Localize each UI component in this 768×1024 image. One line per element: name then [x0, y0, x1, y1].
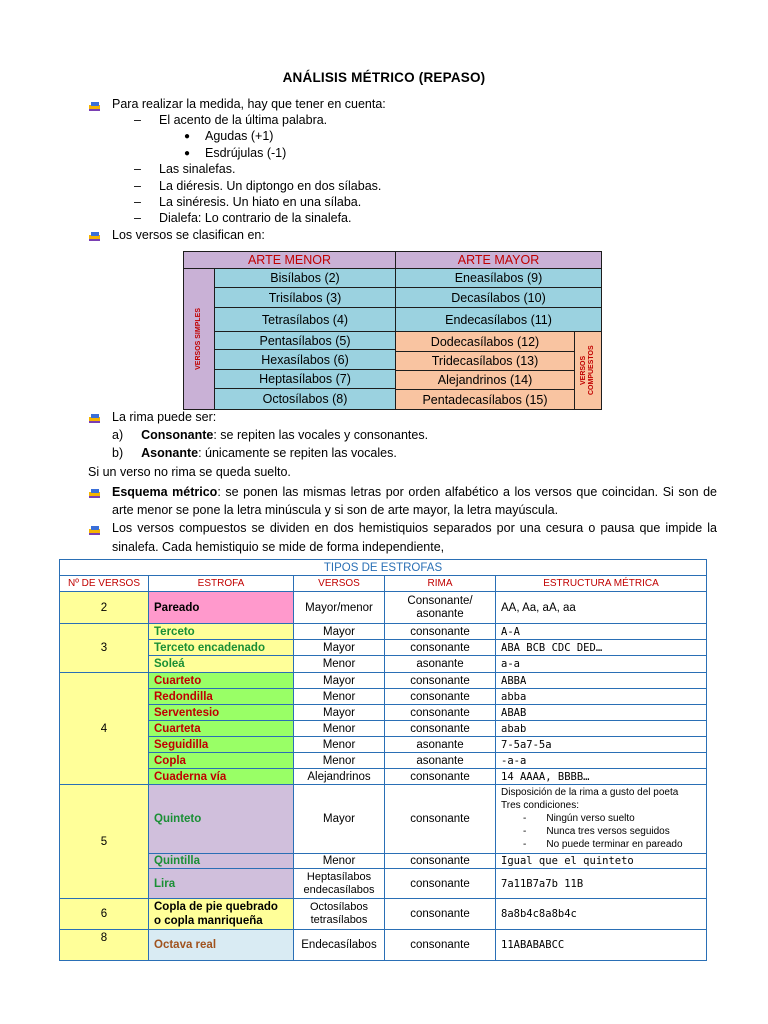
- mayor-cell: Tridecasílabos (13): [395, 351, 575, 371]
- header-estrofa: ESTROFA: [148, 575, 294, 592]
- mayor-cell: Alejandrinos (14): [395, 370, 575, 390]
- estrofa-versos: Octosílabos tetrasílabos: [293, 898, 385, 930]
- menor-cell: Trisílabos (3): [214, 287, 396, 308]
- estructura-line: Tres condiciones:: [501, 800, 579, 811]
- estrofa-estructura: 11ABABABCC: [495, 929, 707, 961]
- intro-esdrujulas: Esdrújulas (-1): [205, 146, 287, 160]
- intro-clasifican: Los versos se clasifican en:: [112, 228, 265, 242]
- book-bullet-icon: [88, 229, 101, 242]
- estrofa-rima: consonante: [384, 868, 496, 899]
- estrofa-estructura: a-a: [495, 655, 707, 673]
- estrofa-name: Copla de pie quebrado o copla manriqueña: [148, 898, 294, 930]
- menor-cell: Octosílabos (8): [214, 388, 396, 410]
- estrofa-estructura: -a-a: [495, 752, 707, 769]
- group-num: 8: [59, 929, 149, 961]
- page-title: ANÁLISIS MÉTRICO (REPASO): [282, 70, 486, 85]
- estrofa-rima: consonante: [384, 720, 496, 737]
- estructura-item: - Nunca tres versos seguidos: [523, 826, 670, 837]
- estrofa-rima: asonante: [384, 752, 496, 769]
- header-estructura: ESTRUCTURA MÉTRICA: [495, 575, 707, 592]
- estrofa-versos: Mayor: [293, 672, 385, 689]
- group-num: 2: [59, 591, 149, 624]
- rima-consonante: a) Consonante: se repiten las vocales y consonantes.: [112, 428, 429, 442]
- versos-simples-label: VERSOS SIMPLES: [183, 268, 215, 410]
- estrofa-rima: consonante: [384, 639, 496, 656]
- estrofa-estructura: 7-5a7-5a: [495, 736, 707, 753]
- estrofa-estructura: ABBA: [495, 672, 707, 689]
- estrofa-name: Soleá: [148, 655, 294, 673]
- estrofa-versos: Menor: [293, 688, 385, 705]
- estrofa-name: Octava real: [148, 929, 294, 961]
- header-num-versos: Nº DE VERSOS: [59, 575, 149, 592]
- estrofa-estructura: abab: [495, 720, 707, 737]
- rima-suelto: Si un verso no rima se queda suelto.: [88, 465, 291, 479]
- compuestos-line1: Los versos compuestos se dividen en dos hemistiquios separados por una cesura o pausa que impide la: [112, 521, 717, 535]
- estrofa-rima: consonante: [384, 929, 496, 961]
- dash-marker: –: [134, 162, 141, 176]
- estrofa-versos: Mayor: [293, 623, 385, 640]
- group-num: 6: [59, 898, 149, 930]
- estrofa-rima: asonante: [384, 736, 496, 753]
- intro-sinalefas: Las sinalefas.: [159, 162, 236, 176]
- menor-cell: Bisílabos (2): [214, 268, 396, 288]
- estructura-item: - No puede terminar en pareado: [523, 839, 683, 850]
- estrofa-name: Cuarteto: [148, 672, 294, 689]
- estructura-line: Disposición de la rima a gusto del poeta: [501, 787, 679, 798]
- estrofa-name: Cuaderna vía: [148, 768, 294, 785]
- estrofa-rima: consonante: [384, 898, 496, 930]
- dash-marker: –: [134, 195, 141, 209]
- dot-marker: ●: [184, 148, 191, 159]
- rima-intro: La rima puede ser:: [112, 410, 217, 424]
- group-num: 4: [59, 672, 149, 785]
- estrofa-versos: Mayor: [293, 639, 385, 656]
- mayor-cell: Decasílabos (10): [395, 287, 602, 308]
- estrofa-estructura: abba: [495, 688, 707, 705]
- header-rima: RIMA: [384, 575, 496, 592]
- arte-menor-header: ARTE MENOR: [183, 251, 396, 269]
- book-bullet-icon: [88, 486, 101, 499]
- mayor-cell: Pentadecasílabos (15): [395, 389, 575, 410]
- group-num: 3: [59, 623, 149, 673]
- estrofa-estructura: A-A: [495, 623, 707, 640]
- menor-cell: Pentasílabos (5): [214, 331, 396, 350]
- estrofa-name: Redondilla: [148, 688, 294, 705]
- estrofa-estructura: ABA BCB CDC DED…: [495, 639, 707, 656]
- estrofa-name: Serventesio: [148, 704, 294, 721]
- menor-cell: Hexasílabos (6): [214, 349, 396, 370]
- estrofa-versos: Menor: [293, 655, 385, 673]
- mayor-cell: Dodecasílabos (12): [395, 331, 575, 352]
- dash-marker: –: [134, 113, 141, 127]
- estrofa-name: Terceto encadenado: [148, 639, 294, 656]
- estrofa-versos: Endecasílabos: [293, 929, 385, 961]
- estrofa-versos: Alejandrinos: [293, 768, 385, 785]
- estructura-item: - Ningún verso suelto: [523, 813, 635, 824]
- book-bullet-icon: [88, 99, 101, 112]
- book-bullet-icon: [88, 523, 101, 536]
- estrofa-name: Quintilla: [148, 853, 294, 869]
- menor-cell: Heptasílabos (7): [214, 369, 396, 389]
- estrofa-versos: Menor: [293, 853, 385, 869]
- estrofa-estructura: 7a11B7a7b 11B: [495, 868, 707, 899]
- menor-cell: Tetrasílabos (4): [214, 307, 396, 332]
- compuestos-line2: sinalefa. Cada hemistiquio se mide de forma independiente,: [112, 540, 445, 554]
- estrofa-estructura: Igual que el quinteto: [495, 853, 707, 869]
- estrofa-name: Quinteto: [148, 784, 294, 854]
- estrofa-name: Pareado: [148, 591, 294, 624]
- estrofa-estructura: [495, 784, 707, 854]
- estrofa-estructura: AA, Aa, aA, aa: [495, 591, 707, 624]
- intro-dieresis: La diéresis. Un diptongo en dos sílabas.: [159, 179, 382, 193]
- estrofa-versos: Menor: [293, 720, 385, 737]
- intro-dialefa: Dialefa: Lo contrario de la sinalefa.: [159, 211, 352, 225]
- mayor-cell: Endecasílabos (11): [395, 307, 602, 332]
- estrofa-rima: consonante: [384, 623, 496, 640]
- intro-line: Para realizar la medida, hay que tener en cuenta:: [112, 97, 386, 111]
- mayor-cell: Eneasílabos (9): [395, 268, 602, 288]
- header-versos: VERSOS: [293, 575, 385, 592]
- estrofa-name: Terceto: [148, 623, 294, 640]
- dash-marker: –: [134, 211, 141, 225]
- estrofa-versos: Menor: [293, 736, 385, 753]
- dot-marker: ●: [184, 131, 191, 142]
- estrofa-name: Cuarteta: [148, 720, 294, 737]
- group-num: 5: [59, 784, 149, 899]
- estrofa-rima: consonante: [384, 853, 496, 869]
- versos-compuestos-label: VERSOS COMPUESTOS: [574, 331, 602, 410]
- estrofa-estructura: ABAB: [495, 704, 707, 721]
- intro-acento: El acento de la última palabra.: [159, 113, 328, 127]
- estrofa-versos: Mayor: [293, 704, 385, 721]
- estrofa-estructura: 8a8b4c8a8b4c: [495, 898, 707, 930]
- estrofa-name: Seguidilla: [148, 736, 294, 753]
- intro-agudas: Agudas (+1): [205, 129, 274, 143]
- intro-sineresis: La sinéresis. Un hiato en una sílaba.: [159, 195, 362, 209]
- estrofa-rima: consonante: [384, 768, 496, 785]
- estrofa-rima: consonante: [384, 688, 496, 705]
- estrofa-rima: consonante: [384, 672, 496, 689]
- estrofas-title: TIPOS DE ESTROFAS: [59, 559, 707, 576]
- rima-asonante: b) Asonante: únicamente se repiten las vocales.: [112, 446, 397, 460]
- estrofa-versos: Menor: [293, 752, 385, 769]
- estrofa-versos: Mayor: [293, 784, 385, 854]
- versos-table: [183, 251, 602, 410]
- estrofa-name: Lira: [148, 868, 294, 899]
- estrofa-estructura: 14 AAAA, BBBB…: [495, 768, 707, 785]
- book-bullet-icon: [88, 411, 101, 424]
- esquema-line1: Esquema métrico: se ponen las mismas letras por orden alfabético a los versos que coincidan. Si son de: [112, 485, 717, 499]
- estrofa-versos: Mayor/menor: [293, 591, 385, 624]
- estrofa-versos: Heptasílabos endecasílabos: [293, 868, 385, 899]
- estrofa-rima: consonante: [384, 704, 496, 721]
- estrofa-name: Copla: [148, 752, 294, 769]
- estrofas-table: [59, 559, 707, 961]
- estrofa-rima: asonante: [384, 655, 496, 673]
- arte-mayor-header: ARTE MAYOR: [395, 251, 602, 269]
- dash-marker: –: [134, 179, 141, 193]
- esquema-line2: arte menor se pone la letra minúscula y si son de arte mayor, la letra mayúscula.: [112, 503, 559, 517]
- estrofa-rima: consonante: [384, 784, 496, 854]
- estrofa-rima: Consonante/ asonante: [384, 591, 496, 624]
